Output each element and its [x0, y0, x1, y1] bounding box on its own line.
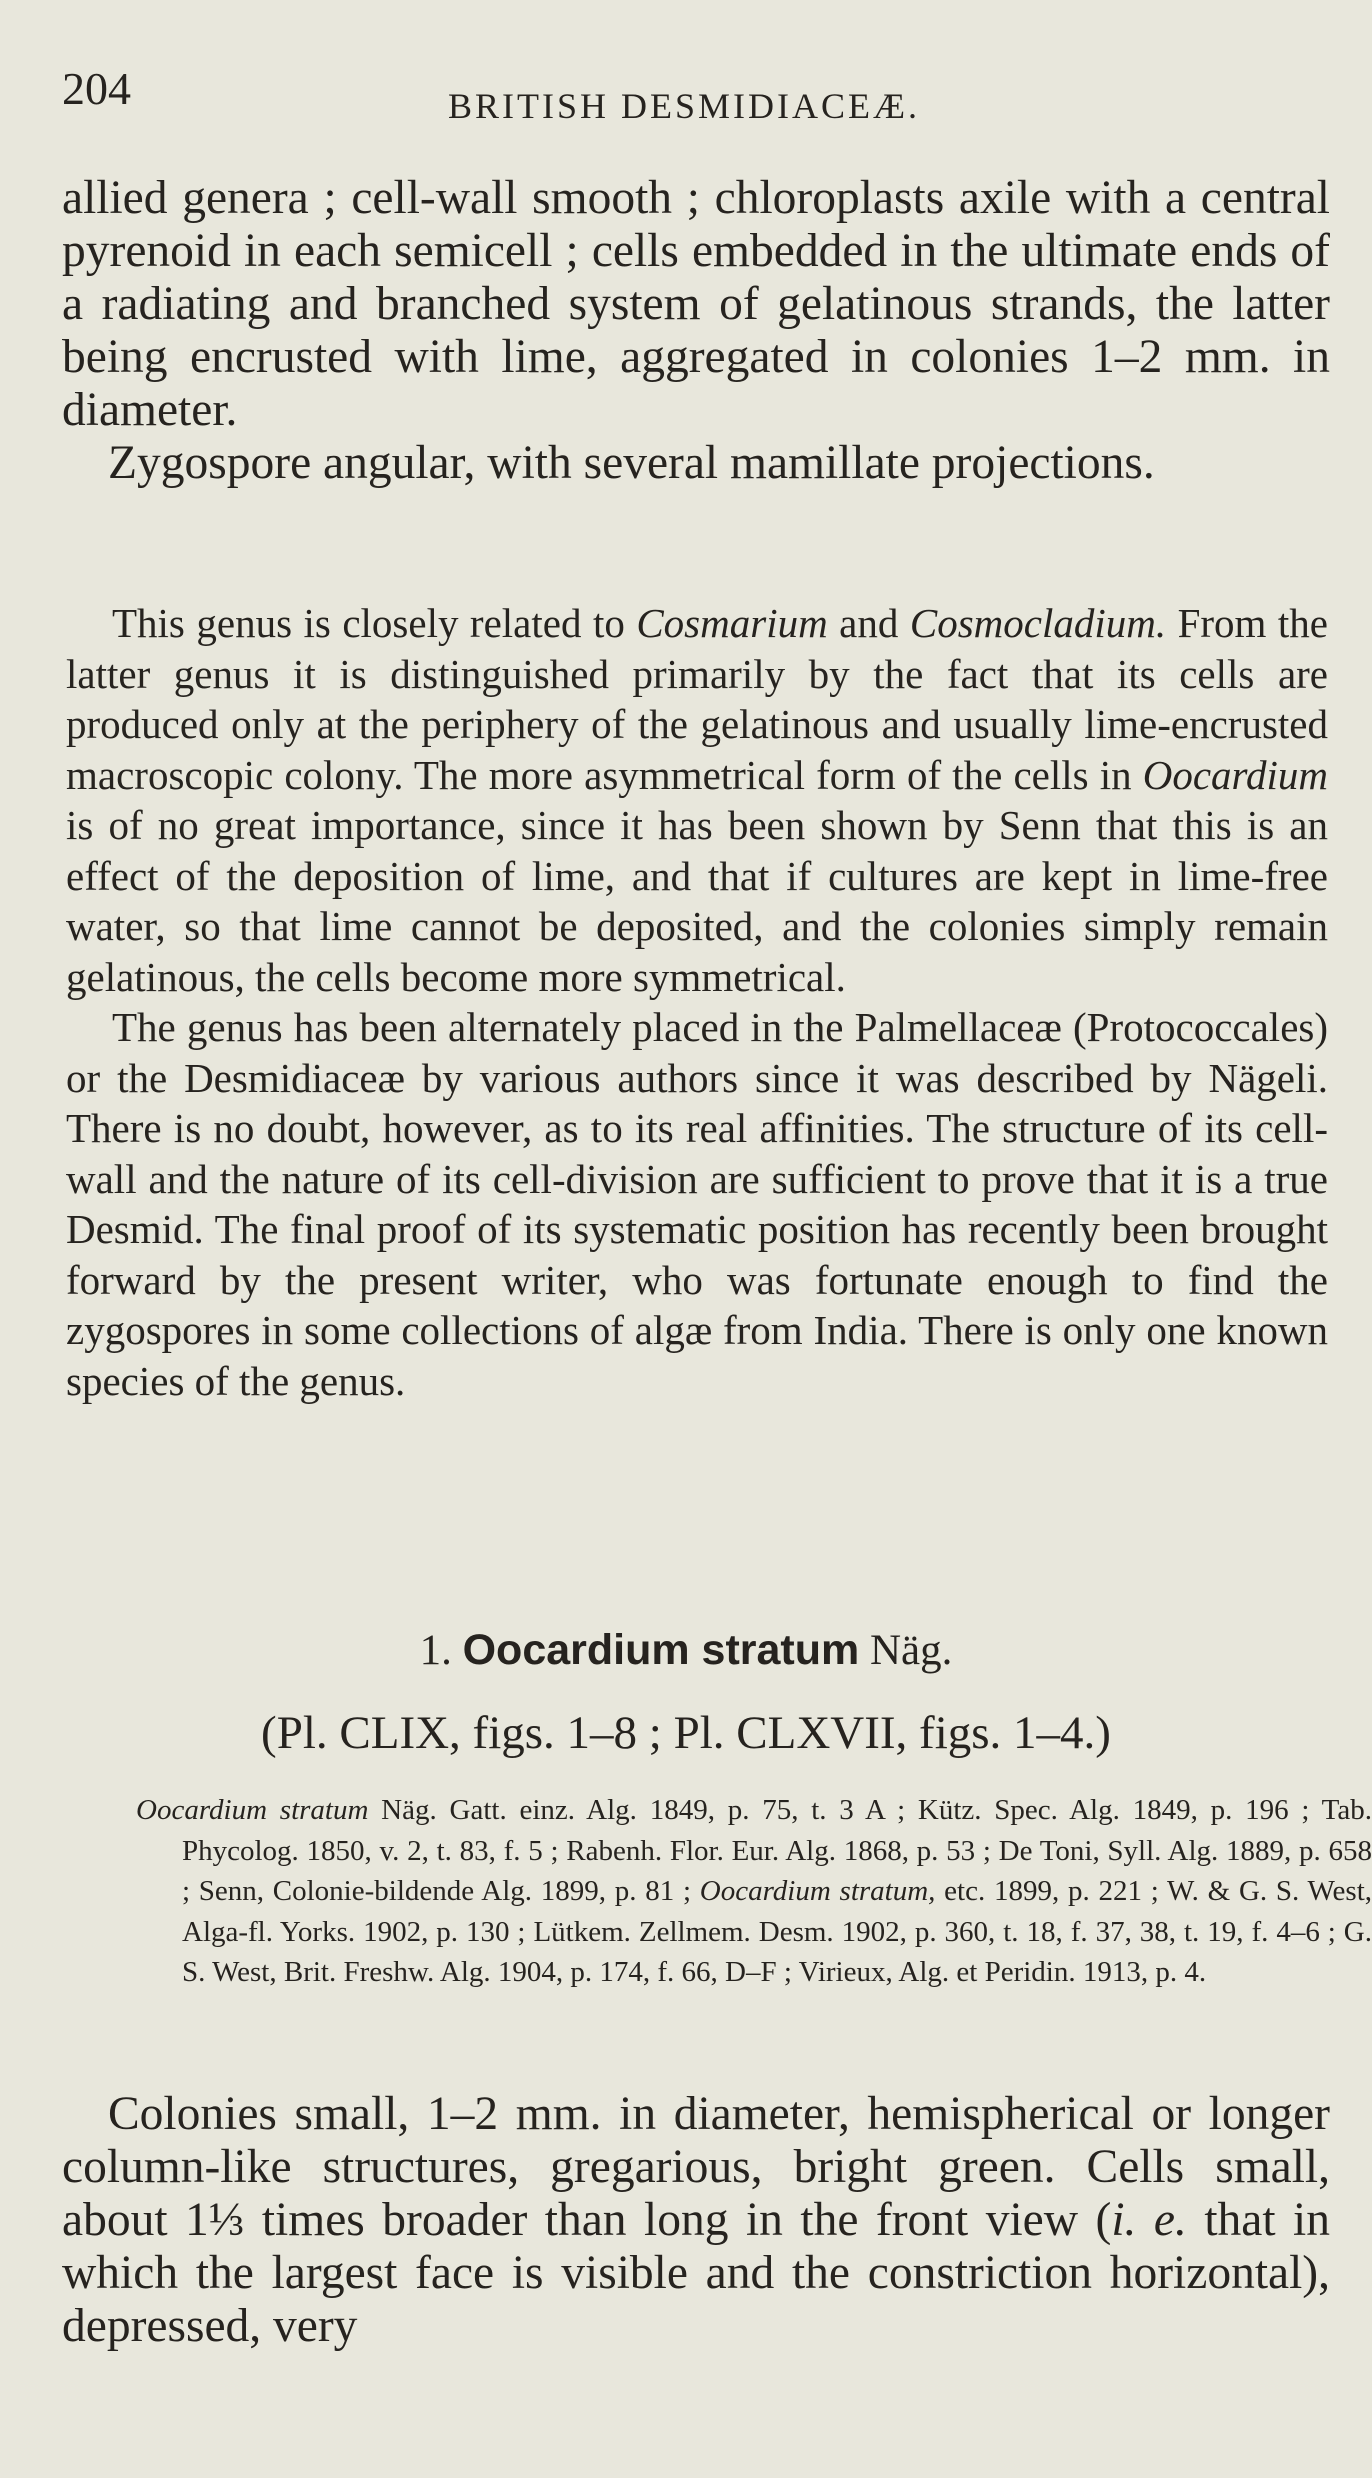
running-head: BRITISH DESMIDIACEÆ. — [448, 86, 921, 126]
zygospore-paragraph: Zygospore angular, with several mamillate projections. — [108, 437, 1155, 489]
description-paragraph: Colonies small, 1–2 mm. in diameter, hemispherical or longer column-like structures, gregarious, bright green. Cells small, about 1⅓ times broader than long in the front view (i. e. that in which the largest face is visible and the constriction horizontal), depressed, very — [62, 2088, 1330, 2352]
diagnosis-paragraph: allied genera ; cell-wall smooth ; chloroplasts axile with a central pyrenoid in each semicell ; cells embedded in the ultimate ends of a radiating and branched system of gelatinous strands, the latter being encrusted with lime, aggregated in colonies 1–2 mm. in diameter. — [62, 172, 1330, 436]
species-description — [62, 2088, 1330, 2353]
synonymy: Oocardium stratum Näg. Gatt. einz. Alg. 1849, p. 75, t. 3 A ; Kütz. Spec. Alg. 1849, p. 196 ; Tab. Phycolog. 1850, v. 2, t. 83, f. 5 ; Rabenh. Flor. Eur. Alg. 1868, p. 53 ; De Toni, Syll. Alg. 1889, p. 658 ; Senn, Colonie-bildende Alg. 1899, p. 81 ; Oocardium stratum, etc. 1899, p. 221 ; W. & G. S. West, Alga-fl. Yorks. 1902, p. 130 ; Lütkem. Zellmem. Desm. 1902, p. 360, t. 18, f. 37, 38, t. 19, f. 4–6 ; G. S. West, Brit. Freshw. Alg. 1904, p. 174, f. 66, D–F ; Virieux, Alg. et Peridin. 1913, p. 4. — [136, 1794, 1372, 1988]
plate-references: (Pl. CLIX, figs. 1–8 ; Pl. CLXVII, figs. 1–4.) — [261, 1707, 1111, 1759]
genus-name-oocardium: Oocardium — [1142, 751, 1328, 798]
genus-name-cosmocladium: Cosmocladium. — [909, 600, 1167, 646]
species-number: 1. — [419, 1627, 452, 1674]
species-heading — [0, 1620, 1372, 1681]
page-number: 204 — [62, 63, 131, 114]
genus-name-cosmarium: Cosmarium — [636, 600, 828, 646]
synonym-name-2: Oocardium stratum, — [699, 1875, 936, 1907]
abbreviation-ie: i. e. — [1111, 2194, 1187, 2246]
species-authority: Näg. — [870, 1627, 953, 1674]
discussion-paragraph-1: This genus is closely related to Cosmarium and Cosmocladium. From the latter genus it is distinguished primarily by the fact that its cells are produced only at the periphery of the gelatinous and usually lime-encrusted macroscopic colony. The more asymmetrical form of the cells in Oocardium is of no great importance, since it has been shown by Senn that this is an effect of the deposition of lime, and that if cultures are kept in lime-free water, so that lime cannot be deposited, and the colonies simply remain gelatinous, the cells become more symmetrical. — [66, 600, 1329, 1000]
genus-diagnosis — [62, 172, 1330, 490]
genus-discussion — [66, 598, 1328, 1406]
discussion-paragraph-2: The genus has been alternately placed in the Palmellaceæ (Protococcales) or the Desmidiaceæ by various authors since it was described by Nägeli. There is no doubt, however, as to its real affinities. The structure of its cell-wall and the nature of its cell-division are sufficient to prove that it is a true Desmid. The final proof of its systematic position has recently been brought forward by the present writer, who was fortunate enough to find the zygospores in some collections of algæ from India. There is only one known species of the genus. — [66, 1004, 1328, 1404]
species-name: Oocardium stratum — [462, 1626, 860, 1674]
synonym-name-1: Oocardium stratum — [136, 1794, 369, 1826]
